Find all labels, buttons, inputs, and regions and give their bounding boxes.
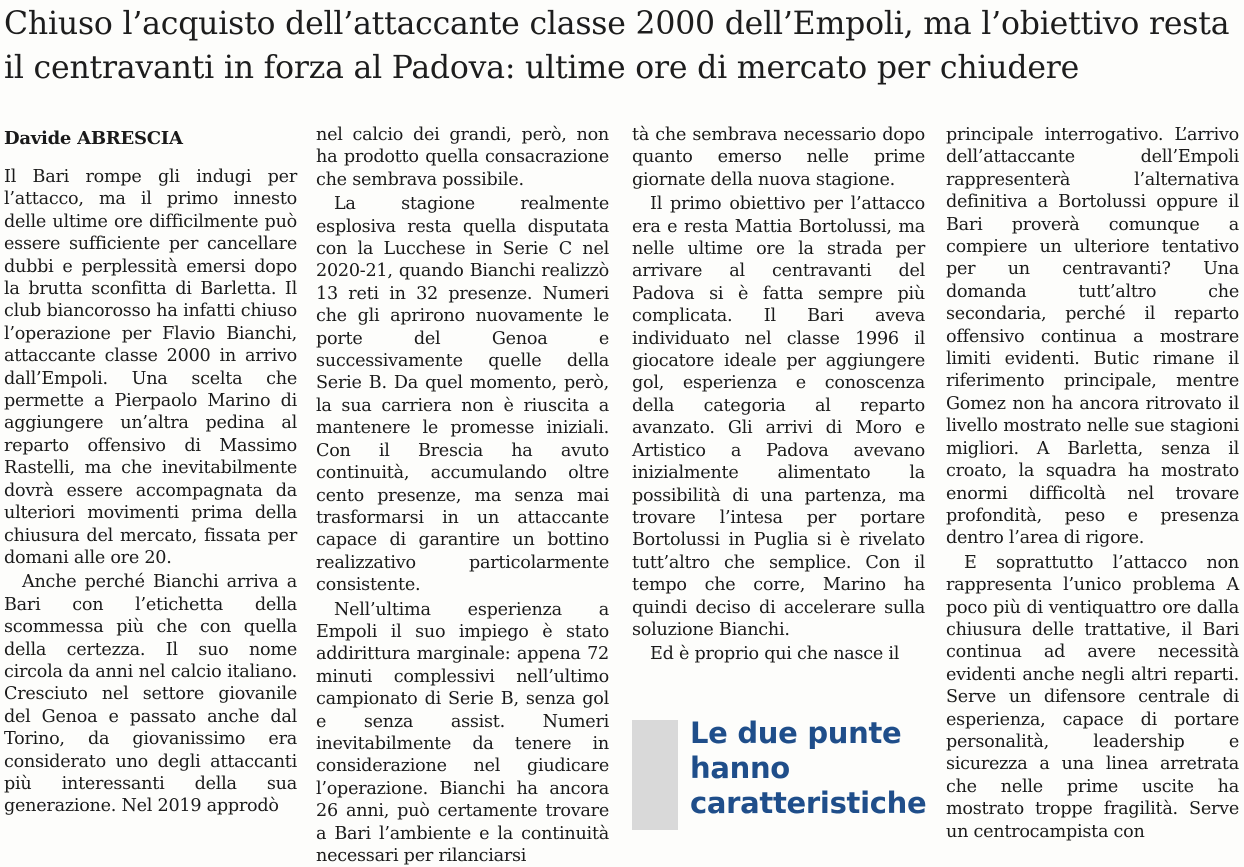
pull-quote	[632, 716, 932, 826]
article-column-1	[4, 124, 297, 824]
article-column-3	[632, 124, 925, 664]
article-column-4	[946, 124, 1239, 842]
byline: Davide ABRESCIA	[4, 128, 183, 149]
pull-quote-text: Le due punte hanno caratteristiche	[690, 716, 927, 820]
paragraph: Ed è proprio qui che nasce il	[650, 644, 900, 665]
paragraph: nel calcio dei grandi, però, non ha prodotto quella consacrazione che sembrava possibile.	[316, 125, 609, 190]
paragraph: tà che sembrava necessario dopo quanto emerso nelle prime giornate della nuova stagione.	[632, 125, 925, 190]
paragraph: Il primo obiettivo per l’attacco era e resta Mattia Bortolussi, ma nelle ultime ore la strada per arrivare al centravanti del Padova si è fatta sempre più complicata. Il Bari aveva individuato nel classe 1996 il giocatore ideale per aggiungere gol, esperienza e conoscenza della categoria al reparto avanzato. Gli arrivi di Moro e Artistico a Padova avevano inizialmente alimentato la possibilità di una partenza, ma trovare l’intesa per portare Bortolussi in Puglia si è rivelato tutt’altro che semplice. Con il tempo che corre, Marino ha quindi deciso di accelerare sulla soluzione Bianchi.	[632, 194, 925, 640]
paragraph: Anche perché Bianchi arriva a Bari con l’etichetta della scommessa più che con quella della certezza. Il suo nome circola da anni nel calcio italiano. Cresciuto nel settore giovanile del Genoa e passato anche dal Torino, da giovanissimo era considerato uno degli attaccanti più interessanti della sua generazione. Nel 2019 approdò	[4, 572, 297, 817]
article-column-2	[316, 124, 609, 866]
paragraph: Nell’ultima esperienza a Empoli il suo impiego è stato addirittura marginale: appena 72 minuti complessivi nell’ultimo campionato di Serie B, senza gol e senza assist. Numeri inevitabilmente da tenere in considerazione nel giudicare l’operazione. Bianchi ha ancora 26 anni, può certamente trovare a Bari l’ambiente e la continuità necessari per rilanciarsi	[316, 599, 609, 866]
pull-quote-bar	[632, 720, 678, 830]
paragraph: La stagione realmente esplosiva resta quella disputata con la Lucchese in Serie C nel 2020-21, quando Bianchi realizzò 13 reti in 32 presenze. Numeri che gli aprirono nuovamente le porte del Genoa e successivamente quelle della Serie B. Da quel momento, però, la sua carriera non è riuscita a mantenere le promesse iniziali. Con il Brescia ha avuto continuità, accumulando oltre cento presenze, ma senza mai trasformarsi in un attaccante capace di garantire un bottino realizzativo particolarmente consistente.	[316, 194, 609, 596]
paragraph: principale interrogativo. L’arrivo dell’attaccante dell’Empoli rappresenterà l’alternativa definitiva a Bortolussi oppure il Bari proverà comunque a compiere un ulteriore tentativo per un centravanti? Una domanda tutt’altro che secondaria, perché il reparto offensivo continua a mostrare limiti evidenti. Butic rimane il riferimento principale, mentre Gomez non ha ancora ritrovato il livello mostrato nelle sue stagioni migliori. A Barletta, senza il croato, la squadra ha mostrato enormi difficoltà nel trovare profondità, peso e presenza dentro l’area di rigore.	[946, 125, 1239, 549]
paragraph: Il Bari rompe gli indugi per l’attacco, ma il primo innesto delle ultime ore difficilmente può essere sufficiente per cancellare dubbi e perplessità emersi dopo la brutta sconfitta di Barletta. Il club biancorosso ha infatti chiuso l’operazione per Flavio Bianchi, attaccante classe 2000 in arrivo dall’Empoli. Una scelta che permette a Pierpaolo Marino di aggiungere un’altra pedina al reparto offensivo di Massimo Rastelli, ma che inevitabilmente dovrà essere accompagnata da ulteriori movimenti prima della chiusura del mercato, fissata per domani alle ore 20.	[4, 167, 297, 568]
headline: Chiuso l’acquisto dell’attaccante classe 2000 dell’Empoli, ma l’obiettivo resta il centravanti in forza al Padova: ultime ore di mercato per chiudere	[4, 6, 1230, 86]
paragraph: E soprattutto l’attacco non rappresenta l’unico problema A poco più di ventiquattro ore dalla chiusura delle trattative, il Bari continua ad avere necessità evidenti anche negli altri reparti. Serve un difensore centrale di esperienza, capace di portare personalità, leadership e sicurezza a una linea arretrata che nelle prime uscite ha mostrato troppe fragilità. Serve un centrocampista con	[946, 552, 1239, 842]
